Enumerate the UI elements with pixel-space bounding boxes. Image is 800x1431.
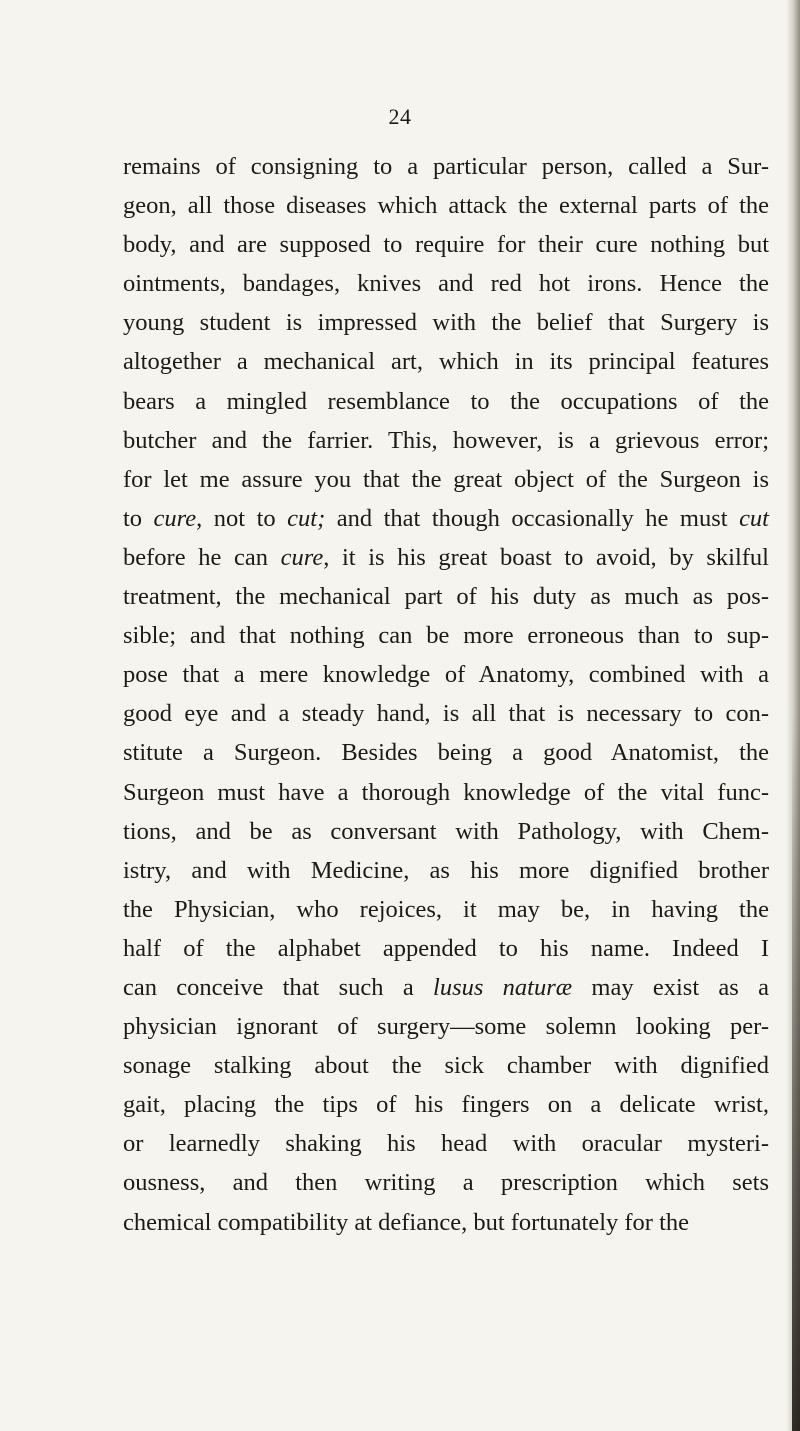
page-number: 24 [388,104,412,129]
text-line [123,342,769,381]
text-run: altogether a mechanical art, which in its principal features [123,348,769,376]
text-line [123,1124,769,1163]
text-run: can conceive that such a [123,973,434,1001]
text-run: the Physician, who rejoices, it may be, in having the [123,895,769,923]
text-run: butcher and the farrier. This, however, is a grievous error; [123,426,769,454]
italic-text-run: cure [280,543,324,571]
text-run: sible; and that nothing can be more erroneous than to sup- [123,622,769,650]
text-line [123,968,769,1007]
text-run: to [123,504,154,532]
text-line [123,499,769,538]
text-line [123,382,769,421]
text-run: or learnedly shaking his head with oracular mysteri- [123,1130,769,1158]
text-run: may exist as a [572,973,770,1001]
text-run: remains of consigning to a particular person, called a Sur- [123,153,769,180]
text-line [123,1163,769,1202]
text-run: Surgeon must have a thorough knowledge of the vital func- [123,778,769,806]
text-line [123,1007,769,1046]
text-line [123,303,769,342]
text-run: treatment, the mechanical part of his duty as much as pos- [123,583,769,611]
text-line [123,1085,769,1124]
body-text [123,147,769,1242]
text-line [123,147,769,186]
text-run: half of the alphabet appended to his name. Indeed I [123,934,769,962]
text-line [123,186,769,225]
text-line [123,890,769,929]
text-run: before he can [123,543,281,571]
text-run: , it is his great boast to avoid, by skilful [323,543,769,571]
text-run: , not to [196,504,288,532]
italic-text-run: lusus naturæ [433,973,573,1001]
text-run: gait, placing the tips of his fingers on a delicate wrist, [123,1091,769,1119]
text-line [123,421,769,460]
text-run: ointments, bandages, knives and red hot irons. Hence the [123,270,769,298]
text-line [123,733,769,772]
text-run: geon, all those diseases which attack the external parts of the [123,192,769,220]
text-run: sonage stalking about the sick chamber with dignified [123,1052,769,1080]
text-run: physician ignorant of surgery—some solemn looking per- [123,1013,769,1041]
text-line [123,538,769,577]
text-line [123,1203,769,1242]
text-line [123,929,769,968]
text-line [123,225,769,264]
text-line [123,1046,769,1085]
text-run: young student is impressed with the belief that Surgery is [123,309,769,337]
text-run: stitute a Surgeon. Besides being a good Anatomist, the [123,739,769,767]
text-line [123,655,769,694]
text-line [123,812,769,851]
text-run: chemical compatibility at defiance, but fortunately for the [123,1208,690,1236]
text-line [123,460,769,499]
text-run: body, and are supposed to require for their cure nothing but [123,231,769,259]
text-line [123,851,769,890]
page-edge-binding [792,711,800,1431]
text-run: tions, and be as conversant with Pathology, with Chem- [123,817,769,845]
text-run: ousness, and then writing a prescription which sets [123,1169,769,1197]
italic-text-run: cure [153,504,197,532]
text-line [123,694,769,733]
text-line [123,577,769,616]
text-line [123,616,769,655]
text-line [123,773,769,812]
text-line [123,264,769,303]
italic-text-run: cut [739,504,769,532]
text-run: pose that a mere knowledge of Anatomy, combined with a [123,661,769,689]
text-run: bears a mingled resemblance to the occupations of the [123,387,769,415]
text-run: istry, and with Medicine, as his more dignified brother [123,856,769,884]
italic-text-run: cut; [287,504,326,532]
text-run: good eye and a steady hand, is all that is necessary to con- [123,700,769,728]
text-run: and that though occasionally he must [325,504,740,532]
text-run: for let me assure you that the great object of the Surgeon is [123,465,769,493]
